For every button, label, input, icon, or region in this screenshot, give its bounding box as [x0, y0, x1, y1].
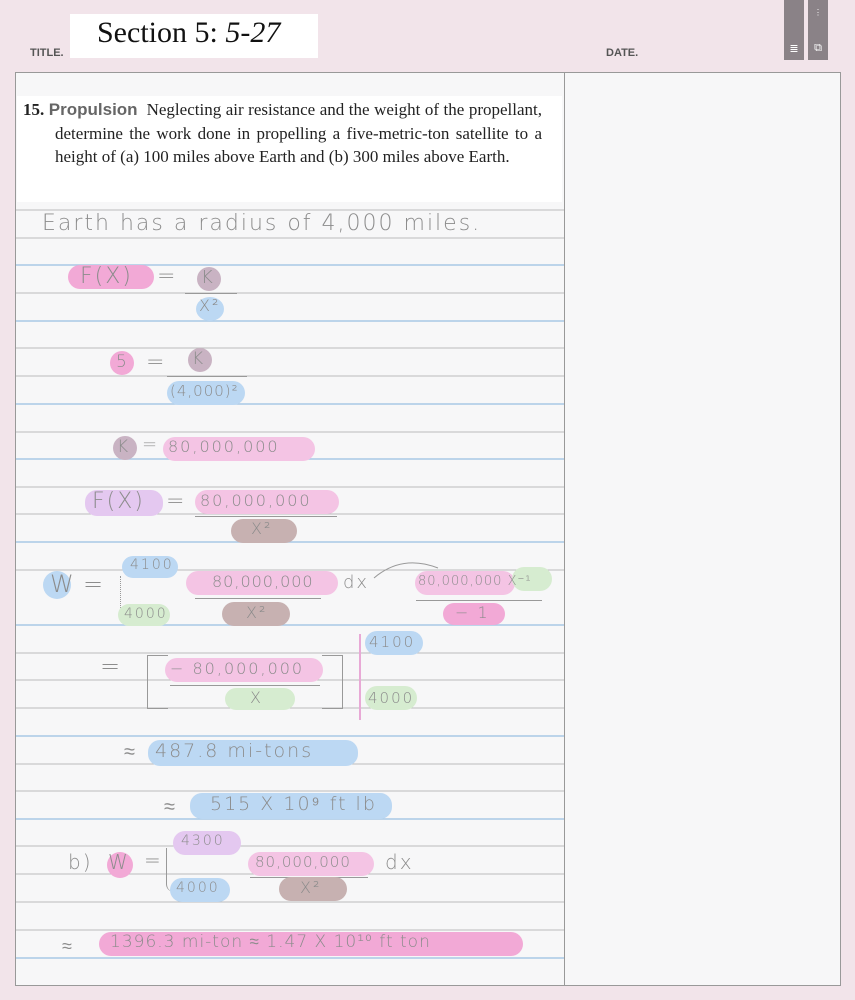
fraction-bar — [185, 293, 237, 294]
four-thousand-squared: (4,000)² — [170, 382, 239, 400]
problem-number: 15. — [23, 100, 45, 119]
x-squared: X² — [199, 296, 221, 315]
k-value: 80,000,000 — [168, 437, 280, 456]
result-a-feet: 515 X 10⁹ ft lb — [210, 793, 377, 815]
fx-label: F(X) — [92, 489, 145, 514]
result-a-miles: 487.8 mi-tons — [155, 740, 314, 762]
dx-label: dx — [385, 850, 414, 874]
note-earth-radius: Earth has a radius of 4,000 miles. — [42, 211, 482, 236]
title-label: TITLE. — [30, 47, 64, 59]
column-divider — [564, 72, 565, 985]
k-value: 80,000,000 — [200, 491, 312, 510]
equals-sign: = — [166, 489, 187, 514]
title-prefix: Section 5: — [97, 16, 218, 49]
lower-limit-b: 4000 — [176, 880, 220, 896]
copy-tab[interactable] — [808, 0, 828, 60]
fraction-bar — [170, 685, 320, 686]
approx-sign: ≈ — [124, 739, 137, 763]
k-symbol: K — [201, 267, 215, 288]
fraction-bar — [167, 376, 247, 377]
equals-sign: = — [157, 264, 178, 289]
menu-tab[interactable] — [784, 0, 804, 60]
k-symbol: K — [192, 349, 206, 369]
equals-sign: = — [146, 350, 167, 375]
fraction-bar — [195, 516, 337, 517]
evaluation-bar — [359, 634, 361, 720]
fx-label: F(X) — [80, 264, 133, 289]
w-symbol: W — [50, 570, 76, 598]
lower-limit-a: 4000 — [124, 606, 168, 622]
antiderivative-numerator: 80,000,000 X⁻¹ — [418, 574, 532, 589]
date-label: DATE. — [606, 47, 639, 59]
upper-limit-a: 4100 — [130, 557, 174, 573]
equals-sign: = — [142, 434, 160, 455]
x-variable: X — [250, 688, 263, 707]
equals-sign: = — [100, 652, 123, 680]
antiderivative-denominator: − 1 — [455, 603, 490, 622]
k-value: 80,000,000 — [212, 572, 314, 591]
lower-limit-a: 4000 — [368, 689, 415, 707]
fraction-bar — [416, 600, 542, 601]
x-squared: X² — [251, 519, 273, 538]
problem-text: Neglecting air resistance and the weight of the propellant, determine the work done in propelling a five-metric-ton satellite to a height of (a) 100 miles above Earth and (b) 300 miles above Earth. — [55, 100, 543, 166]
upper-limit-a: 4100 — [369, 633, 416, 651]
equals-sign: = — [83, 570, 106, 598]
problem-card — [17, 96, 562, 202]
right-bracket — [322, 655, 343, 709]
page-title — [97, 16, 280, 50]
k-value: 80,000,000 — [255, 853, 351, 871]
x-squared: X² — [246, 603, 268, 622]
left-bracket — [147, 655, 168, 709]
k-symbol: K — [117, 437, 131, 457]
approx-sign: ≈ — [62, 936, 74, 957]
menu-icon[interactable]: ≣ — [789, 43, 799, 55]
copy-icon[interactable]: ⧉ — [814, 42, 822, 54]
fraction-bar — [195, 598, 321, 599]
x-squared: X² — [300, 878, 322, 897]
problem-heading: Propulsion — [48, 100, 138, 119]
equals-sign: = — [144, 848, 163, 872]
upper-limit-b: 4300 — [181, 833, 225, 849]
w-symbol: W — [108, 850, 130, 874]
result-b: 1396.3 mi-ton ≈ 1.47 X 10¹⁰ ft ton — [110, 932, 431, 952]
five-symbol: 5 — [116, 352, 129, 372]
title-number: 5-27 — [225, 16, 281, 49]
tab-label-icon: ⋮ — [814, 8, 822, 17]
dx-label: dx — [343, 572, 370, 593]
part-b-label: b) — [68, 850, 93, 874]
approx-sign: ≈ — [164, 794, 177, 818]
negative-numerator: − 80,000,000 — [170, 659, 305, 678]
